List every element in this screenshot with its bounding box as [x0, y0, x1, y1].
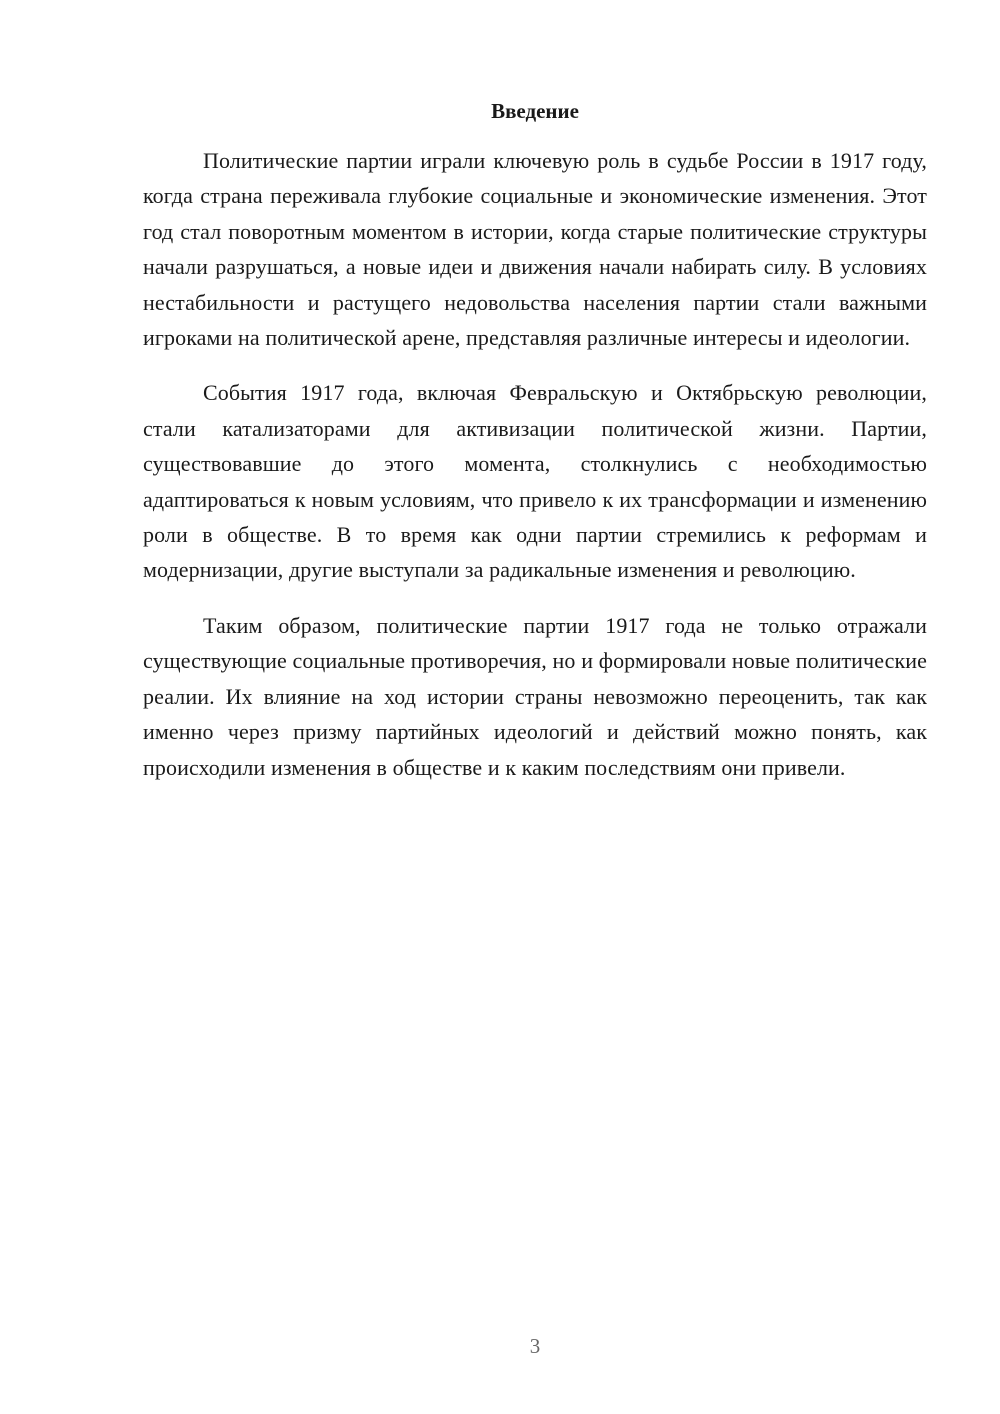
paragraph-2: События 1917 года, включая Февральскую и Октябрьскую революции, стали катализаторами для активизации политической жизни. Партии, существовавшие до этого момента, столкнулись с необходимостью адаптироваться к новым условиям, что привело к их трансформации и изменению роли в обществе. В то время как одни партии стремились к реформам и модернизации, другие выступали за радикальные изменения и революцию.: [143, 380, 927, 583]
page-number: 3: [529, 1334, 541, 1358]
body-text: [143, 143, 927, 805]
paragraph-3: Таким образом, политические партии 1917 года не только отражали существующие социальные противоречия, но и формировали новые политические реалии. Их влияние на ход истории страны невозможно переоценить, так как именно через призму партийных идеологий и действий можно понять, как происходили изменения в обществе и к каким последствиям они привели.: [143, 612, 927, 780]
paragraph-1: Политические партии играли ключевую роль в судьбе России в 1917 году, когда страна переживала глубокие социальные и экономические изменения. Этот год стал поворотным моментом в истории, когда старые политические структуры начали разрушаться, а новые идеи и движения начали набирать силу. В условиях нестабильности и растущего недовольства населения партии стали важными игроками на политической арене, представляя различные интересы и идеологии.: [143, 148, 927, 351]
page-title: Введение: [491, 99, 579, 123]
